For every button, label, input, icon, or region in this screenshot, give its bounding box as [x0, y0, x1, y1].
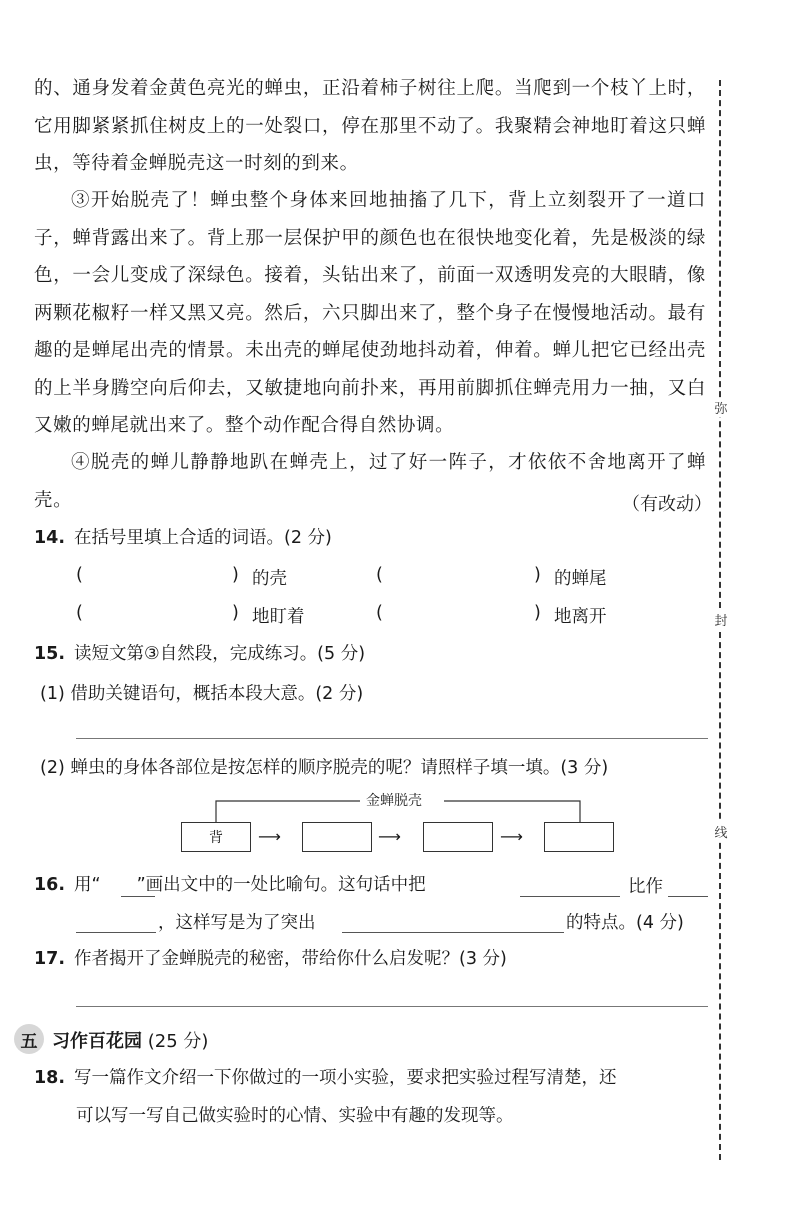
- question-text: 读短文第③自然段，完成练习。(5 分): [74, 644, 366, 664]
- question-number: 16.: [34, 875, 66, 895]
- binding-char-mi: 弥: [713, 398, 729, 417]
- q16-blank-1[interactable]: [520, 896, 620, 897]
- passage-paragraph-3: ③开始脱壳了！蝉虫整个身体来回地抽搐了几下，背上立刻裂开了一道口子，蝉背露出来了。背上那一层保护甲的颜色也在很快地变化着，先是极淡的绿色，一会儿变成了深绿色。接着，头钻出来了，前面一双透明发亮的大眼睛，像两颗花椒籽一样又黑又亮。然后，六只脚出来了，整个身子在慢慢地活动。最有趣的是蝉尾出壳的情景。未出壳的蝉尾使劲地抖动着，伸着。蝉儿把它已经出壳的上半身腾空向后仰去，又敏捷地向前扑来，再用前脚抓住蝉壳用力一抽，又白又嫩的蝉尾就出来了。整个动作配合得自然协调。: [34, 190, 706, 436]
- passage-paragraph-4: ④脱壳的蝉儿静静地趴在蝉壳上，过了好一阵子，才依依不舍地离开了蝉壳。: [34, 452, 706, 511]
- question-text: 在括号里填上合适的词语。(2 分): [74, 528, 332, 548]
- diagram-box-blank-2[interactable]: [423, 822, 493, 852]
- arrow-icon: ⟶: [500, 827, 523, 846]
- question-number: 15.: [34, 644, 66, 664]
- q17-answer-line[interactable]: [76, 1006, 708, 1007]
- diagram-title: 金蝉脱壳: [366, 793, 422, 809]
- diagram-box-blank-1[interactable]: [302, 822, 372, 852]
- q15-sub1: (1) 借助关键语句，概括本段大意。(2 分): [40, 684, 364, 704]
- diagram-box-back: 背: [181, 822, 251, 852]
- q16-blank-2-b[interactable]: [76, 932, 156, 933]
- q16-blank-3[interactable]: [342, 932, 564, 933]
- binding-char-feng: 封: [713, 610, 729, 629]
- q15-sub2: (2) 蝉虫的身体各部位是按怎样的顺序脱壳的呢？请照样子填一填。(3 分): [40, 758, 609, 778]
- diagram-box-blank-3[interactable]: [544, 822, 614, 852]
- binding-char-xian: 线: [713, 822, 729, 841]
- arrow-icon: ⟶: [378, 827, 401, 846]
- underline-sample: [121, 896, 155, 897]
- question-16: 16. 用“ ”画出文中的一处比喻句。这句话中把: [34, 875, 426, 895]
- question-number: 17.: [34, 949, 66, 969]
- passage-paragraph-2: 的、通身发着金黄色亮光的蝉虫，正沿着柿子树往上爬。当爬到一个枝丫上时，它用脚紧紧抓住树皮上的一处裂口，停在那里不动了。我聚精会神地盯着这只蝉虫，等待着金蝉脱壳这一时刻的到来。: [34, 78, 706, 174]
- section-badge: 五: [14, 1024, 44, 1054]
- question-text: 写一篇作文介绍一下你做过的一项小实验，要求把实验过程写清楚，还: [74, 1068, 617, 1088]
- q16-blank-2-a[interactable]: [668, 896, 708, 897]
- question-17: [34, 947, 507, 971]
- question-number: 18.: [34, 1068, 66, 1088]
- question-18: [34, 1066, 617, 1090]
- source-note: （有改动）: [622, 494, 712, 515]
- question-number: 14.: [34, 528, 66, 548]
- question-text: 作者揭开了金蝉脱壳的秘密，带给你什么启发呢？(3 分): [74, 949, 507, 969]
- arrow-icon: ⟶: [258, 827, 281, 846]
- section-title: 习作百花园 (25 分): [52, 1031, 209, 1052]
- question-text-line2: 可以写一写自己做实验时的心情、实验中有趣的发现等。: [76, 1106, 514, 1126]
